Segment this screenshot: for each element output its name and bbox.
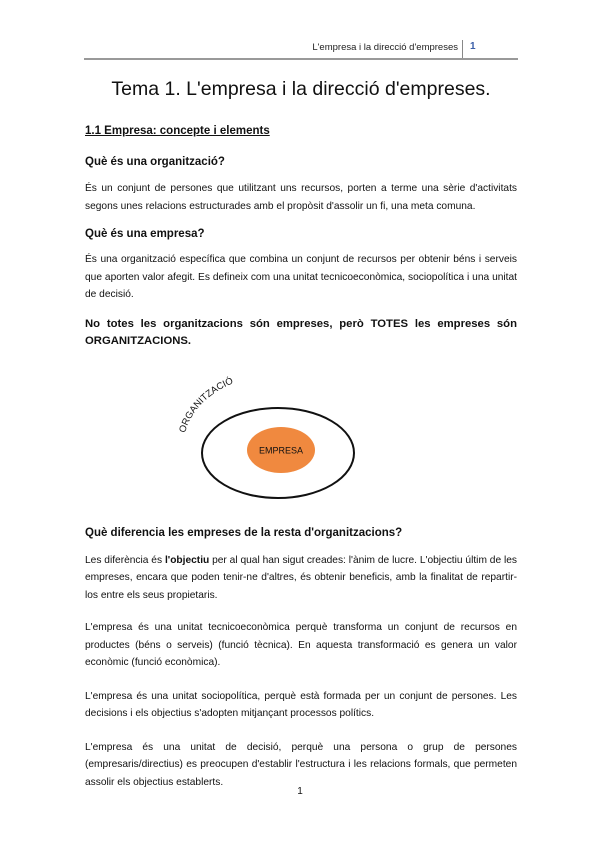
- section-heading: 1.1 Empresa: concepte i elements: [85, 125, 270, 137]
- company-definition: És una organització específica que combina un conjunt de recursos per obtenir béns i serveis que aporten valor afegit. Es defineix com una unitat tecnicoeconòmica, sociopolítica i una unitat de decisió.: [85, 254, 517, 300]
- organization-definition: És un conjunt de persones que utilitzant uns recursos, porten a terme una sèrie d'activitats segons unes relacions estructurades amb el propòsit d'assolir un fi, una meta comuna.: [85, 183, 517, 212]
- running-title: L'empresa i la direcció d'empreses: [312, 42, 458, 53]
- header-separator: [462, 40, 463, 60]
- document-body: [85, 78, 517, 791]
- page-title: Tema 1. L'empresa i la direcció d'empreses.: [111, 78, 491, 100]
- difference-paragraph: Les diferència és l'objectiu per al qual han sigut creades: l'ànim de lucre. L'objectiu últim de les empreses, encara que poden tenir-ne d'altres, és obtenir beneficis, amb la finalitat de repartir- los entre els seus propietaris.: [85, 554, 518, 601]
- decision-unit-paragraph: L'empresa és una unitat de decisió, perquè una persona o grup de persones (empresaris/directius) es preocupen d'establir l'estructura i les relacions formals, que permeten assolir els objectius establerts.: [85, 741, 517, 788]
- page-number: 1: [297, 786, 303, 797]
- header-rule: [84, 58, 518, 60]
- technoeconomic-paragraph: L'empresa és una unitat tecnicoeconòmica perquè transforma un conjunt de recursos en productes (béns o serveis) (funció tècnica). En aquesta transformació es genera un valor econòmic (funció econòmica).: [85, 622, 517, 668]
- header-page-badge: 1: [470, 41, 476, 52]
- sociopolitical-paragraph: L'empresa és una unitat sociopolítica, perquè està formada per un conjunt de persones. Les decisions i els objectius s'adopten mitjançant processos polítics.: [85, 690, 517, 719]
- question-organization-heading: Què és una organització?: [85, 156, 225, 168]
- question-company-heading: Què és una empresa?: [85, 228, 205, 240]
- diagram-svg: [85, 363, 517, 503]
- organization-diagram: [85, 363, 517, 503]
- company-label: EMPRESA: [258, 445, 304, 455]
- key-statement: No totes les organitzacions són empreses, però TOTES les empreses són ORGANITZACIONS.: [85, 317, 517, 347]
- objective-emphasis: l'objectiu: [164, 554, 210, 566]
- organization-label: ORGANITZACIÓ: [177, 375, 235, 434]
- question-difference-heading: Què diferencia les empreses de la resta d'organitzacions?: [85, 526, 403, 539]
